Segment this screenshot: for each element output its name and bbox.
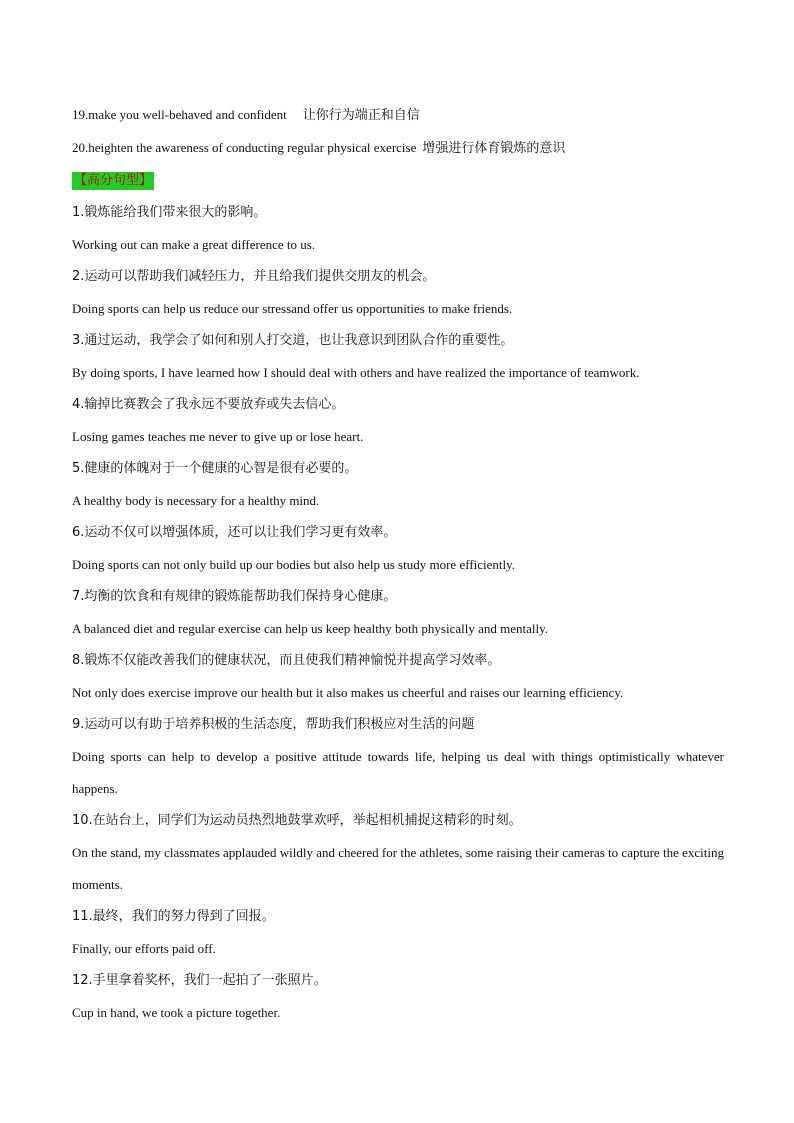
sentence-english: Working out can make a great difference to us. xyxy=(72,237,316,252)
sentence-english: A healthy body is necessary for a healthy mind. xyxy=(72,493,320,508)
sentence-chinese: 1.锻炼能给我们带来很大的影响。 xyxy=(72,205,267,220)
sentence-english: Finally, our efforts paid off. xyxy=(72,941,216,956)
sentence-chinese: 6.运动不仅可以增强体质，还可以让我们学习更有效率。 xyxy=(72,525,397,540)
sentence-english: Losing games teaches me never to give up or lose heart. xyxy=(72,429,364,444)
sentence-english: Not only does exercise improve our health but it also makes us cheerful and raises our learning efficiency. xyxy=(72,685,624,700)
phrase-english: 19.make you well-behaved and confident xyxy=(72,107,287,122)
sentence-chinese: 7.均衡的饮食和有规律的锻炼能帮助我们保持身心健康。 xyxy=(72,589,397,604)
phrase-chinese: 增强进行体育锻炼的意识 xyxy=(422,141,566,156)
sentence-chinese: 3.通过运动，我学会了如何和别人打交道，也让我意识到团队合作的重要性。 xyxy=(72,333,514,348)
sentence-english: A balanced diet and regular exercise can help us keep healthy both physically and mentally. xyxy=(72,621,549,636)
sentence-chinese: 8.锻炼不仅能改善我们的健康状况，而且使我们精神愉悦并提高学习效率。 xyxy=(72,653,501,668)
sentence-chinese: 12.手里拿着奖杯，我们一起拍了一张照片。 xyxy=(72,973,327,988)
sentence-chinese: 5.健康的体魄对于一个健康的心智是很有必要的。 xyxy=(72,461,358,476)
document-page xyxy=(72,99,724,1029)
sentence-chinese: 9.运动可以有助于培养积极的生活态度，帮助我们积极应对生活的问题 xyxy=(72,717,475,732)
phrase-chinese: 让你行为端正和自信 xyxy=(302,108,420,123)
sentence-english: Doing sports can help us reduce our stressand offer us opportunities to make friends. xyxy=(72,301,513,316)
sentence-english: Doing sports can help to develop a positive attitude towards life, helping us deal with things optimistically whatever happens. xyxy=(72,749,724,796)
phrase-line xyxy=(72,132,724,165)
sentence-chinese: 2.运动可以帮助我们减轻压力，并且给我们提供交朋友的机会。 xyxy=(72,269,436,284)
section-heading xyxy=(72,165,724,197)
sentence-chinese: 4.输掉比赛教会了我永远不要放弃或失去信心。 xyxy=(72,397,345,412)
section-tag: 【高分句型】 xyxy=(74,173,153,188)
phrase-english: 20.heighten the awareness of conducting regular physical exercise xyxy=(72,140,417,155)
sentence-english: Cup in hand, we took a picture together. xyxy=(72,1005,281,1020)
sentence-english: Doing sports can not only build up our bodies but also help us study more efficiently. xyxy=(72,557,516,572)
sentence-chinese: 10.在站台上，同学们为运动员热烈地鼓掌欢呼，举起相机捕捉这精彩的时刻。 xyxy=(72,813,522,828)
sentence-english: On the stand, my classmates applauded wildly and cheered for the athletes, some raising their cameras to capture the exciting moments. xyxy=(72,845,724,892)
sentence-english: By doing sports, I have learned how I should deal with others and have realized the importance of teamwork. xyxy=(72,365,640,380)
phrase-line xyxy=(72,99,724,132)
sentence-chinese: 11.最终，我们的努力得到了回报。 xyxy=(72,909,275,924)
